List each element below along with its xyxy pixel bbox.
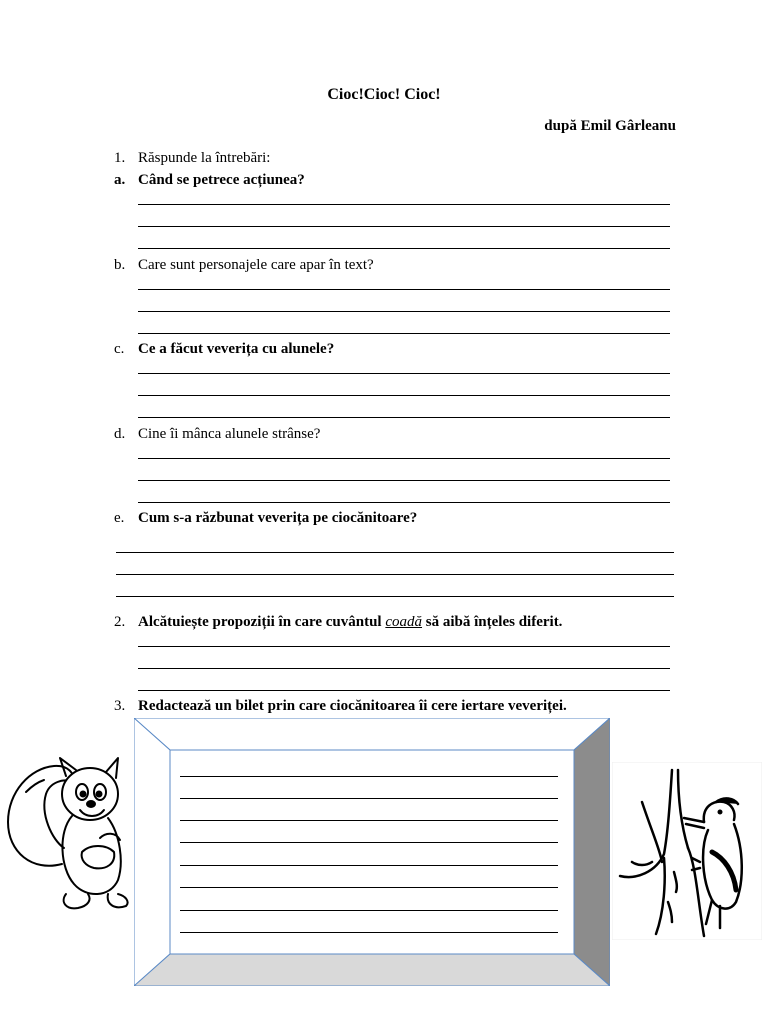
frame-inner-area bbox=[170, 750, 574, 954]
answer-line[interactable] bbox=[138, 395, 670, 396]
note-line[interactable] bbox=[180, 842, 558, 843]
answer-line[interactable] bbox=[138, 373, 670, 374]
question-1e bbox=[114, 509, 417, 527]
answer-line[interactable] bbox=[116, 596, 674, 597]
note-line[interactable] bbox=[180, 932, 558, 933]
question-1-text: Răspunde la întrebări: bbox=[138, 150, 271, 166]
question-1e-letter: e. bbox=[114, 510, 125, 526]
question-1a bbox=[114, 171, 305, 189]
answer-line[interactable] bbox=[138, 289, 670, 290]
answer-line[interactable] bbox=[138, 333, 670, 334]
question-1c bbox=[114, 340, 334, 358]
note-line[interactable] bbox=[180, 776, 558, 777]
question-2-word: coadă bbox=[385, 614, 423, 630]
answer-line[interactable] bbox=[138, 417, 670, 418]
frame-bottom-bevel bbox=[134, 954, 610, 986]
note-line[interactable] bbox=[180, 820, 558, 821]
frame-top-bevel bbox=[134, 718, 610, 750]
answer-line[interactable] bbox=[138, 458, 670, 459]
woodpecker-drawing bbox=[612, 762, 762, 940]
answer-line[interactable] bbox=[116, 574, 674, 575]
question-1b bbox=[114, 256, 374, 274]
worksheet-title: Cioc!Cioc! Cioc! bbox=[327, 86, 441, 103]
answer-line[interactable] bbox=[138, 480, 670, 481]
squirrel-drawing bbox=[2, 752, 132, 917]
answer-line[interactable] bbox=[138, 690, 670, 691]
question-1d-text: Cine îi mânca alunele strânse? bbox=[138, 426, 321, 442]
frame-right-bevel bbox=[574, 718, 610, 986]
question-2 bbox=[114, 613, 562, 631]
note-frame bbox=[134, 718, 610, 986]
question-2-text-end: să aibă înțeles diferit. bbox=[422, 614, 563, 630]
answer-line[interactable] bbox=[138, 502, 670, 503]
answer-line[interactable] bbox=[138, 646, 670, 647]
question-1c-letter: c. bbox=[114, 341, 125, 357]
note-line[interactable] bbox=[180, 887, 558, 888]
question-1d bbox=[114, 425, 320, 443]
answer-line[interactable] bbox=[138, 668, 670, 669]
note-line[interactable] bbox=[180, 865, 558, 866]
question-1 bbox=[114, 149, 270, 167]
author-line: după Emil Gârleanu bbox=[544, 118, 676, 134]
question-1-number: 1. bbox=[114, 150, 126, 166]
question-1e-text-start: Cum s-a bbox=[138, 510, 196, 526]
question-3-number: 3. bbox=[114, 698, 126, 714]
answer-line[interactable] bbox=[116, 552, 674, 553]
question-1c-text: Ce a făcut veverița cu alunele? bbox=[138, 341, 335, 357]
question-1e-text-end: răzbunat veverița pe ciocănitoare? bbox=[195, 510, 418, 526]
question-3-text: Redactează un bilet prin care ciocănitoarea îi cere iertare veveriței. bbox=[138, 698, 567, 714]
frame-left-bevel bbox=[134, 718, 170, 986]
answer-line[interactable] bbox=[138, 311, 670, 312]
question-1b-letter: b. bbox=[114, 257, 126, 273]
answer-line[interactable] bbox=[138, 226, 670, 227]
note-line[interactable] bbox=[180, 910, 558, 911]
question-2-text-start: Alcătuiește propoziții în care cuvântul bbox=[138, 614, 386, 630]
question-1d-letter: d. bbox=[114, 426, 126, 442]
question-1b-text: Care sunt personajele care apar în text? bbox=[138, 257, 374, 273]
question-2-number: 2. bbox=[114, 614, 126, 630]
note-line[interactable] bbox=[180, 798, 558, 799]
question-1a-letter: a. bbox=[114, 172, 126, 188]
question-1a-text: Când se petrece acțiunea? bbox=[138, 172, 305, 188]
question-3 bbox=[114, 697, 567, 715]
answer-line[interactable] bbox=[138, 204, 670, 205]
answer-line[interactable] bbox=[138, 248, 670, 249]
